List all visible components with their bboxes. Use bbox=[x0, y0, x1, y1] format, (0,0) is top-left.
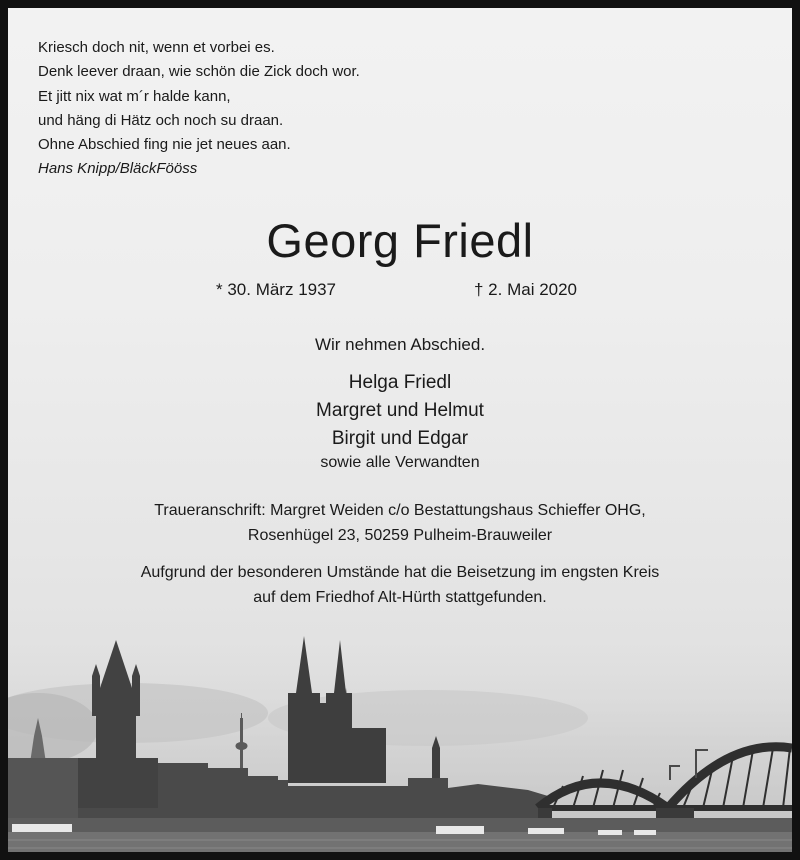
burial-notice-line: Aufgrund der besonderen Umstände hat die Beisetzung im engsten Kreis bbox=[140, 564, 660, 581]
birth-date: * 30. März 1937 bbox=[216, 280, 337, 299]
farewell-text: Wir nehmen Abschied. bbox=[314, 335, 486, 354]
relatives-text: sowie alle Verwandten bbox=[320, 454, 480, 471]
poem-line: Ohne Abschied fing nie jet neues aan. bbox=[38, 136, 291, 154]
poem-line: Denk leever draan, wie schön die Zick doch wor. bbox=[38, 63, 360, 81]
poem-line: und häng di Hätz och noch su draan. bbox=[38, 111, 284, 129]
cologne-skyline-image bbox=[8, 618, 792, 860]
poem-line: Kriesch doch nit, wenn et vorbei es. bbox=[38, 39, 275, 56]
poem bbox=[38, 36, 360, 182]
death-date: † 2. Mai 2020 bbox=[474, 280, 578, 299]
burial-notice-line: auf dem Friedhof Alt-Hürth stattgefunden. bbox=[253, 589, 547, 606]
river-bank bbox=[8, 818, 792, 832]
poem-line: Et jitt nix wat m´r halde kann, bbox=[38, 87, 231, 105]
waterfront-buildings bbox=[8, 758, 78, 823]
mourning-address-line: Traueranschrift: Margret Weiden c/o Bestattungshaus Schieffer OHG, bbox=[154, 502, 646, 519]
family-member: Margret und Helmut bbox=[316, 400, 484, 421]
deceased-name: Georg Friedl bbox=[266, 214, 534, 267]
poem-author: Hans Knipp/BläckFööss bbox=[38, 160, 198, 178]
family-member: Helga Friedl bbox=[348, 372, 452, 393]
family-member: Birgit und Edgar bbox=[331, 428, 469, 449]
mourning-address-line: Rosenhügel 23, 50259 Pulheim-Brauweiler bbox=[247, 527, 553, 544]
rhine-river bbox=[8, 832, 792, 860]
